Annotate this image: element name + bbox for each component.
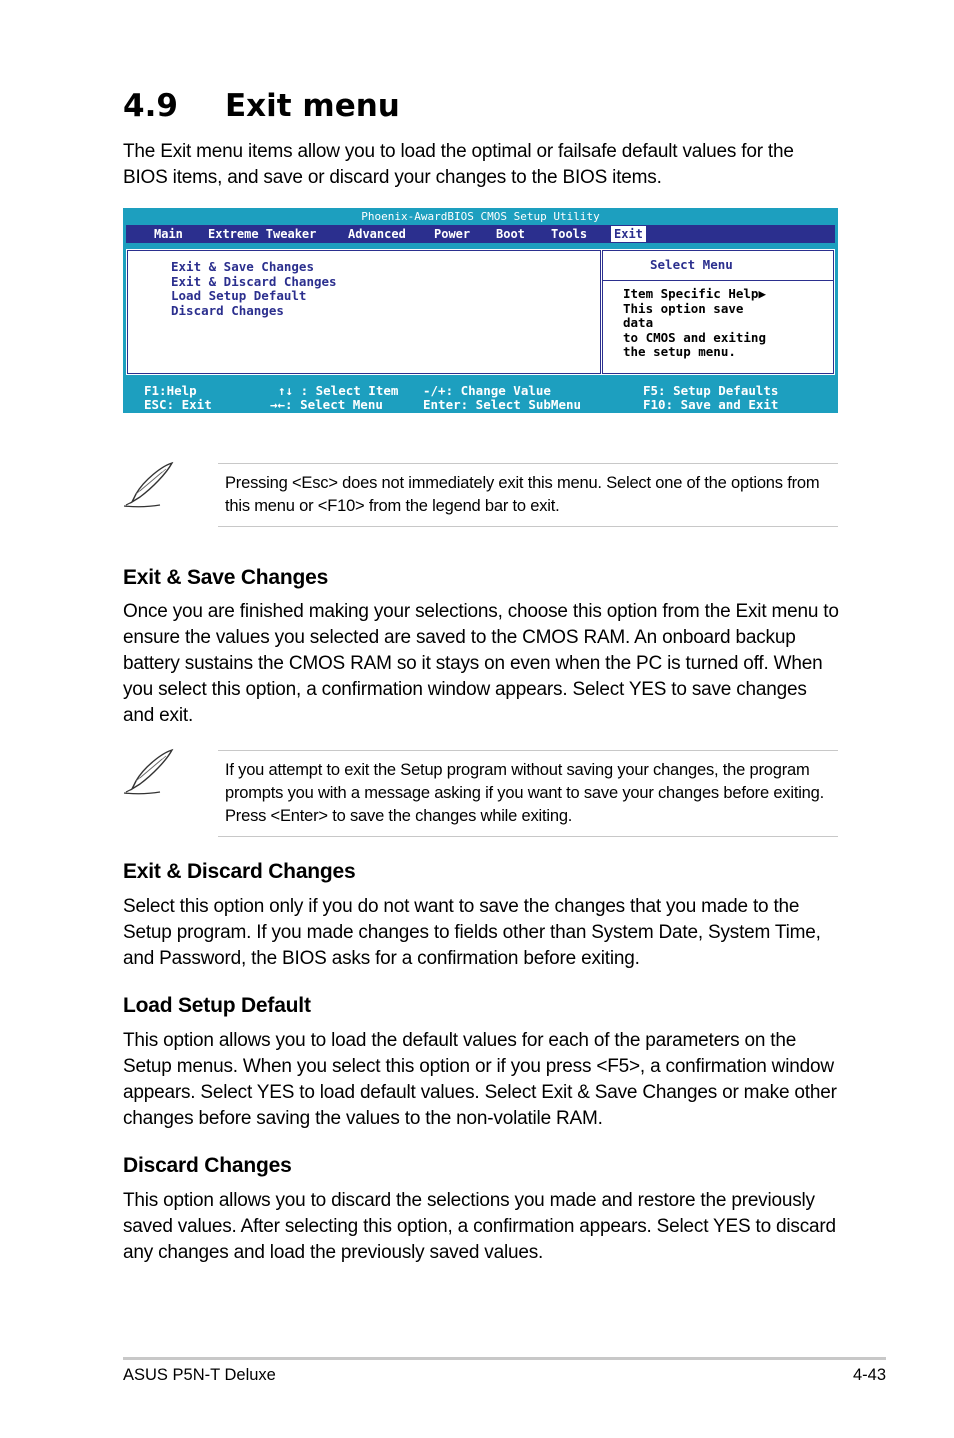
help-line: Item Specific Help▶ — [623, 286, 766, 301]
bios-menu-power[interactable]: Power — [434, 227, 471, 241]
note-pen-icon — [122, 460, 182, 510]
section-title: Exit menu — [225, 88, 400, 124]
bios-panel — [126, 249, 835, 375]
heading-exit-save: Exit & Save Changes — [123, 566, 329, 589]
intro-paragraph: The Exit menu items allow you to load the optimal or failsafe default values for the BIOS items, and save or discard your changes to the BIOS items. — [123, 141, 794, 188]
note-save-prompt: If you attempt to exit the Setup program without saving your changes, the program prompts you with a message asking if you want to save your changes before exiting. Press <Enter> to save the changes while exiting. — [225, 761, 825, 825]
body-exit-save: Once you are finished making your selections, choose this option from the Exit menu to ensure the values you selected are saved to the CMOS RAM. An onboard backup battery sustains the CMOS RAM so it stays on even when the PC is turned off. When you select this option, a confirmation window appears. Select YES to save changes and exit. — [123, 601, 839, 726]
bios-options-box — [127, 250, 601, 374]
legend-save-exit: F10: Save and Exit — [643, 397, 779, 412]
option-exit-save[interactable]: Exit & Save Changes — [171, 259, 314, 274]
footer-page-number: 4-43 — [852, 1366, 886, 1384]
help-line: data — [623, 315, 654, 330]
bios-menubar — [126, 225, 835, 243]
note-divider — [218, 836, 838, 837]
bios-menu-advanced[interactable]: Advanced — [348, 227, 406, 241]
bios-menu-boot[interactable]: Boot — [496, 227, 525, 241]
help-line: This option save — [623, 301, 744, 316]
legend-change-value: -/+: Change Value — [423, 383, 551, 398]
heading-discard-changes: Discard Changes — [123, 1154, 292, 1177]
bios-menu-tools[interactable]: Tools — [551, 227, 588, 241]
help-line: to CMOS and exiting — [623, 330, 766, 345]
footer-product: ASUS P5N-T Deluxe — [123, 1366, 276, 1384]
note-divider — [218, 526, 838, 527]
help-header: Select Menu — [650, 257, 733, 272]
help-line: the setup menu. — [623, 344, 736, 359]
body-load-default: This option allows you to load the default values for each of the parameters on the Setup menus. When you select this option or if you press <F5>, a confirmation window appears. Select YES to load default values. Select Exit & Save Changes or make other changes before saving the values to the non-volatile RAM. — [123, 1030, 837, 1129]
section-number: 4.9 — [123, 88, 178, 124]
legend-select-menu: →←: Select Menu — [270, 397, 383, 412]
legend-esc-exit: ESC: Exit — [144, 397, 212, 412]
note-divider — [218, 463, 838, 464]
body-discard-changes: This option allows you to discard the selections you made and restore the previously saved values. After selecting this option, a confirmation appears. Select YES to discard any changes and load the previously saved values. — [123, 1190, 836, 1263]
heading-load-default: Load Setup Default — [123, 994, 311, 1017]
option-discard-changes[interactable]: Discard Changes — [171, 303, 284, 318]
help-header-box — [603, 251, 833, 281]
note-divider — [218, 750, 838, 751]
legend-select-item: ↑↓ : Select Item — [278, 383, 399, 398]
legend-f1-help: F1:Help — [144, 383, 197, 398]
footer-divider — [123, 1357, 886, 1360]
bios-help-box — [602, 250, 834, 374]
legend-select-submenu: Enter: Select SubMenu — [423, 397, 582, 412]
bios-title: Phoenix-AwardBIOS CMOS Setup Utility — [361, 210, 600, 223]
legend-setup-defaults: F5: Setup Defaults — [643, 383, 779, 398]
bios-menu-exit[interactable]: Exit — [611, 226, 646, 242]
bios-menu-main[interactable]: Main — [154, 227, 183, 241]
bios-menu-extreme-tweaker[interactable]: Extreme Tweaker — [208, 227, 317, 241]
note-esc: Pressing <Esc> does not immediately exit this menu. Select one of the options from this menu or <F10> from the legend bar to exit. — [225, 474, 820, 515]
heading-exit-discard: Exit & Discard Changes — [123, 860, 356, 883]
section-heading — [123, 88, 400, 124]
note-pen-icon — [122, 747, 182, 797]
option-load-default[interactable]: Load Setup Default — [171, 288, 307, 303]
body-exit-discard: Select this option only if you do not want to save the changes that you made to the Setup program. If you made changes to fields other than System Date, System Time, and Password, the BIOS asks for a confirmation before exiting. — [123, 896, 821, 969]
option-exit-discard[interactable]: Exit & Discard Changes — [171, 274, 337, 289]
bios-screen — [123, 208, 838, 413]
